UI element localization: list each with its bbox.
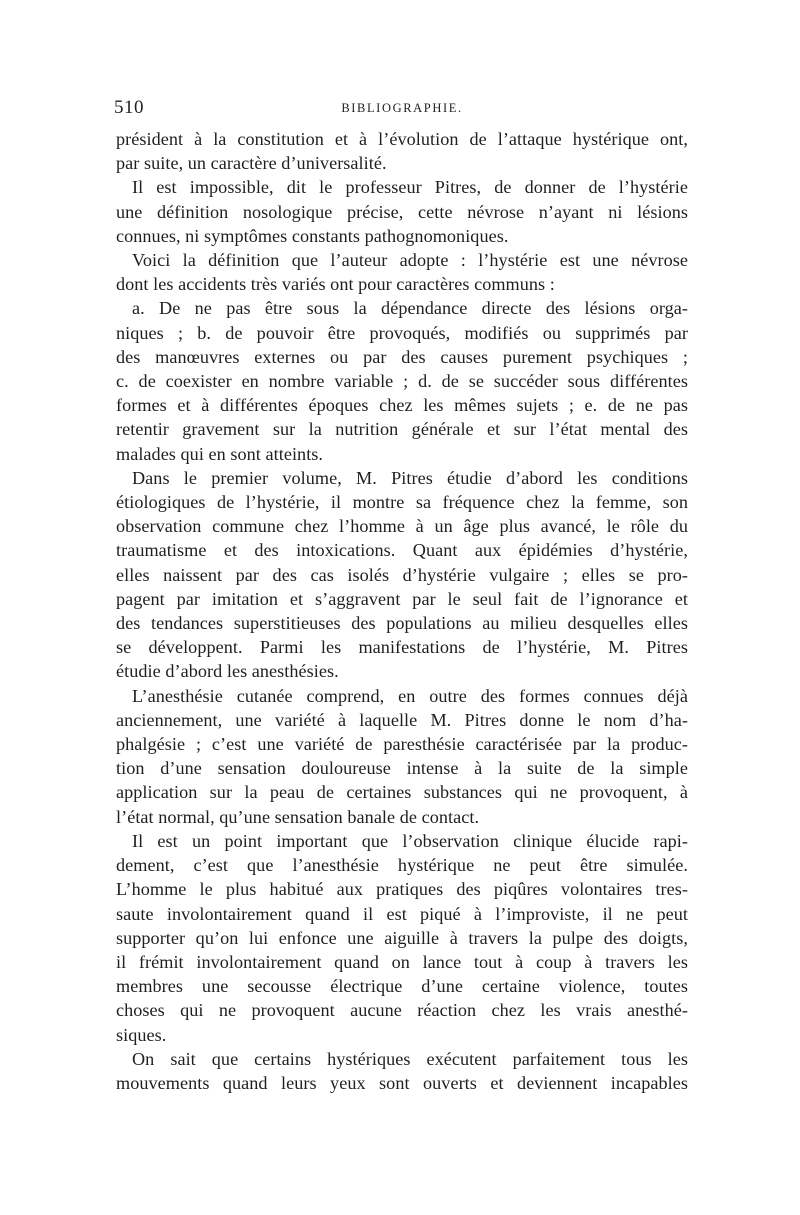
book-page bbox=[116, 95, 688, 1095]
paragraph bbox=[116, 1047, 688, 1095]
text-line: membres une secousse électrique d’une certaine violence, toutes bbox=[116, 976, 688, 997]
text-line: choses qui ne provoquent aucune réaction chez les vrais anesthé- bbox=[116, 1000, 688, 1021]
text-line: c. de coexister en nombre variable ; d. de se succéder sous différentes bbox=[116, 371, 688, 392]
text-line: étudie d’abord les anesthésies. bbox=[116, 661, 339, 682]
text-line: se développent. Parmi les manifestations de l’hystérie, M. Pitres bbox=[116, 637, 688, 658]
text-line: L’anesthésie cutanée comprend, en outre des formes connues déjà bbox=[132, 685, 688, 706]
body-text bbox=[116, 127, 688, 1095]
text-line: retentir gravement sur la nutrition générale et sur l’état mental des bbox=[116, 419, 688, 440]
text-line: Il est impossible, dit le professeur Pitres, de donner de l’hystérie bbox=[132, 177, 688, 198]
paragraph bbox=[116, 684, 688, 829]
text-line: L’homme le plus habitué aux pratiques des piqûres volontaires tres- bbox=[116, 879, 688, 900]
text-line: traumatisme et des intoxications. Quant aux épidémies d’hystérie, bbox=[116, 540, 688, 561]
text-line: connues, ni symptômes constants pathognomoniques. bbox=[116, 225, 509, 246]
text-line: Il est un point important que l’observation clinique élucide rapi- bbox=[132, 830, 688, 851]
text-line: dement, c’est que l’anesthésie hystérique ne peut être simulée. bbox=[116, 855, 688, 876]
text-line: président à la constitution et à l’évolution de l’attaque hystérique ont, bbox=[116, 129, 688, 149]
running-head bbox=[116, 95, 688, 127]
text-line: dont les accidents très variés ont pour caractères communs : bbox=[116, 274, 555, 295]
text-line: Dans le premier volume, M. Pitres étudie d’abord les conditions bbox=[132, 467, 688, 488]
text-line: On sait que certains hystériques exécutent parfaitement tous les bbox=[132, 1048, 688, 1069]
text-line: étiologiques de l’hystérie, il montre sa fréquence chez la femme, son bbox=[116, 492, 688, 513]
text-line: mouvements quand leurs yeux sont ouverts et deviennent incapables bbox=[116, 1072, 688, 1093]
paragraph bbox=[116, 248, 688, 296]
text-line: par suite, un caractère d’universalité. bbox=[116, 153, 387, 174]
paragraph bbox=[116, 466, 688, 684]
text-line: application sur la peau de certaines substances qui ne provoquent, à bbox=[116, 782, 688, 803]
text-line: des manœuvres externes ou par des causes purement psychiques ; bbox=[116, 346, 688, 367]
text-line: l’état normal, qu’une sensation banale de contact. bbox=[116, 806, 480, 827]
text-line: Voici la définition que l’auteur adopte : l’hystérie est une névrose bbox=[132, 250, 688, 271]
text-line: niques ; b. de pouvoir être provoqués, modifiés ou supprimés par bbox=[116, 322, 688, 343]
text-line: siques. bbox=[116, 1024, 167, 1045]
text-line: des tendances superstitieuses des populations au milieu desquelles elles bbox=[116, 613, 688, 634]
text-line: une définition nosologique précise, cette névrose n’ayant ni lésions bbox=[116, 201, 688, 222]
text-line: phalgésie ; c’est une variété de paresthésie caractérisée par la produc- bbox=[116, 734, 688, 755]
text-line: elles naissent par des cas isolés d’hystérie vulgaire ; elles se pro- bbox=[116, 564, 688, 585]
running-title: BIBLIOGRAPHIE. bbox=[341, 101, 463, 115]
paragraph bbox=[116, 296, 688, 465]
text-line: saute involontairement quand il est piqué à l’improviste, il ne peut bbox=[116, 903, 688, 924]
page-number: 510 bbox=[114, 97, 144, 118]
text-line: a. De ne pas être sous la dépendance directe des lésions orga- bbox=[132, 298, 688, 319]
paragraph bbox=[116, 829, 688, 1047]
paragraph bbox=[116, 175, 688, 248]
text-line: observation commune chez l’homme à un âge plus avancé, le rôle du bbox=[116, 516, 688, 537]
text-line: il frémit involontairement quand on lance tout à coup à travers les bbox=[116, 951, 688, 972]
text-line: formes et à différentes époques chez les mêmes sujets ; e. de ne pas bbox=[116, 395, 688, 416]
text-line: supporter qu’on lui enfonce une aiguille à travers la pulpe des doigts, bbox=[116, 927, 688, 948]
text-line: anciennement, une variété à laquelle M. Pitres donne le nom d’ha- bbox=[116, 709, 688, 730]
paragraph bbox=[116, 127, 688, 175]
text-line: pagent par imitation et s’aggravent par le seul fait de l’ignorance et bbox=[116, 588, 688, 609]
text-line: malades qui en sont atteints. bbox=[116, 443, 324, 464]
text-line: tion d’une sensation douloureuse intense à la suite de la simple bbox=[116, 758, 688, 779]
